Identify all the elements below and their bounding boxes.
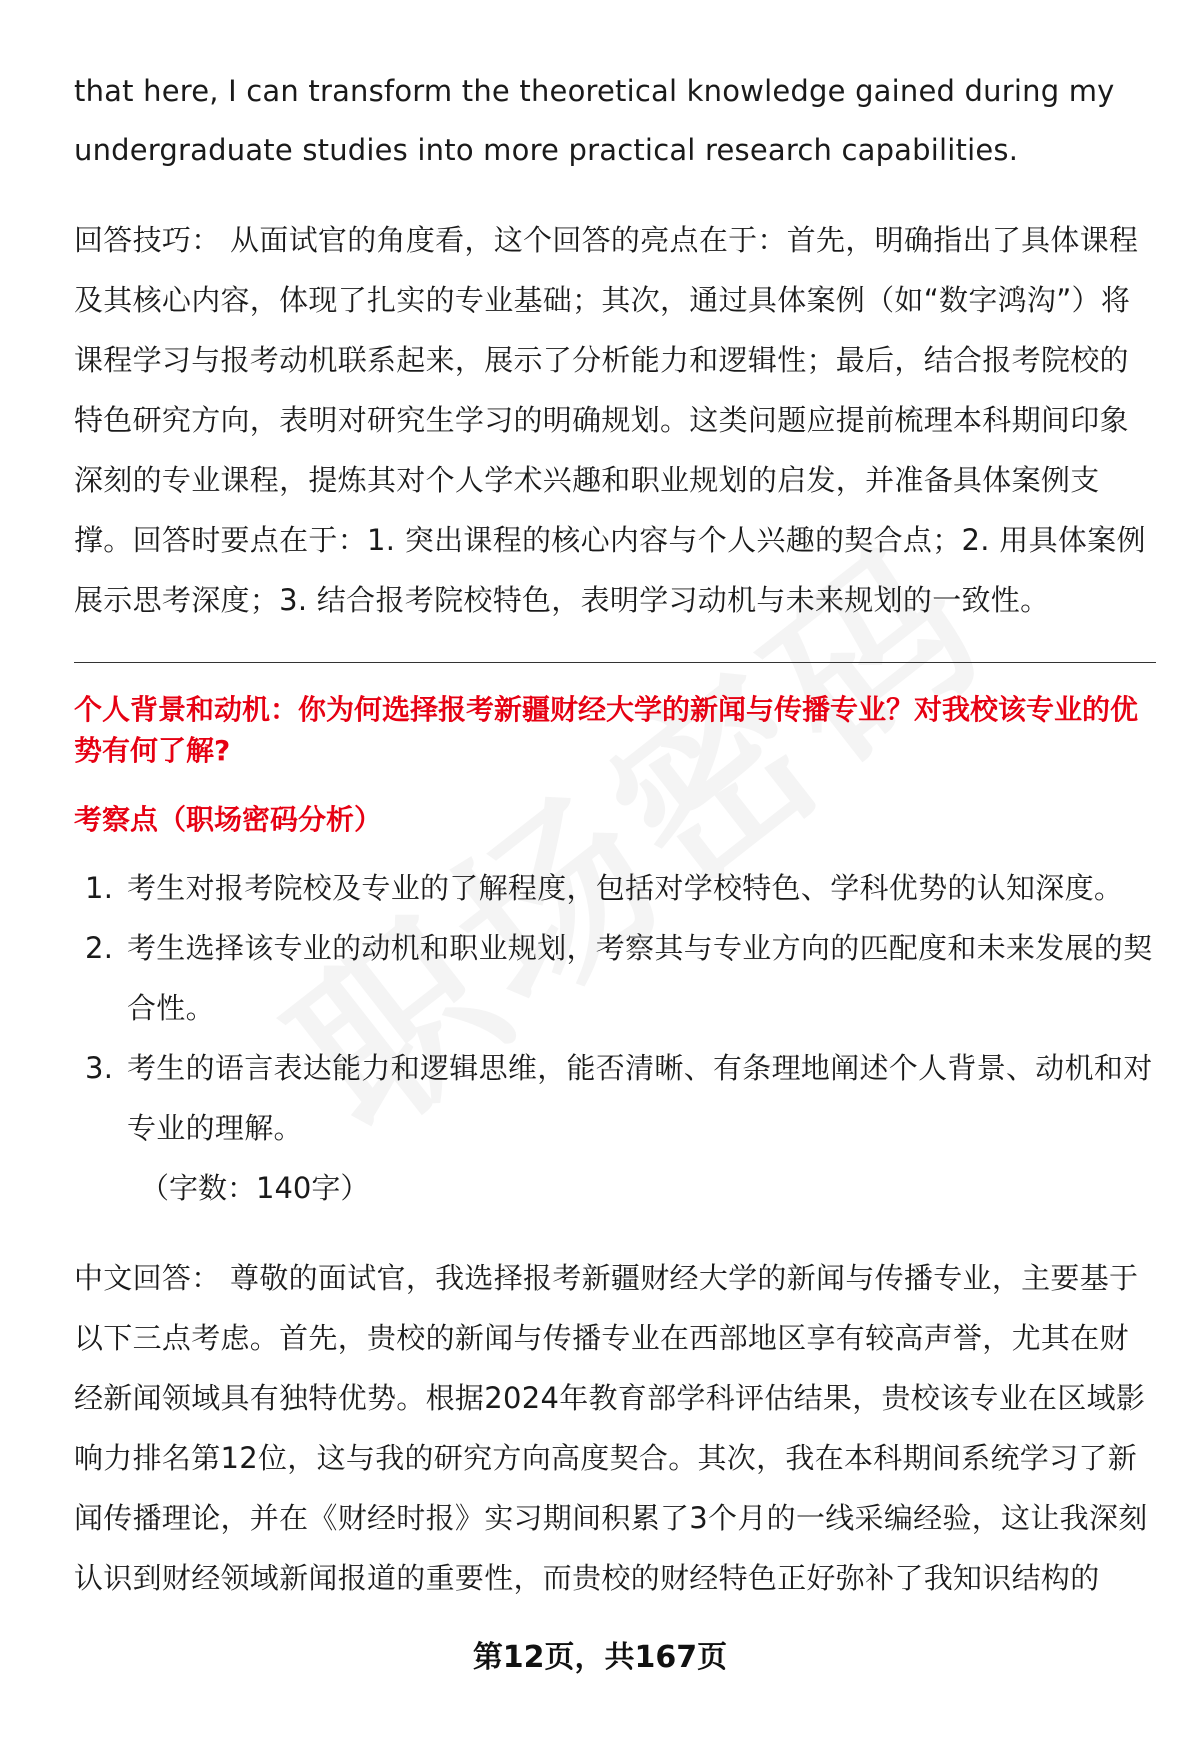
answer-tips: 回答技巧： 从面试官的角度看，这个回答的亮点在于：首先，明确指出了具体课程及其核心内容，体现了扎实的专业基础；其次，通过具体案例（如“数字鸿沟”）将课程学习与报考动机联系起来，展示了分析能力和逻辑性；最后，结合报考院校的特色研究方向，表明对研究生学习的明确规划。这类问题应提前梳理本科期间印象深刻的专业课程，提炼其对个人学术兴趣和职业规划的启发，并准备具体案例支撑。回答时要点在于：1. 突出课程的核心内容与个人兴趣的契合点；2. 用具体案例展示思考深度；3. 结合报考院校特色，表明学习动机与未来规划的一致性。 [74,223,1146,617]
list-item-text: 考生的语言表达能力和逻辑思维，能否清晰、有条理地阐述个人背景、动机和对专业的理解。 [127,1051,1153,1145]
list-item [74,1038,1156,1158]
word-count: （字数：140字） [140,1171,370,1205]
list-item-number: 3. [85,1051,114,1085]
assessment-list [74,858,1156,1158]
list-item-text: 考生对报考院校及专业的了解程度，包括对学校特色、学科优势的认知深度。 [127,871,1124,905]
english-answer-tail: that here, I can transform the theoretical knowledge gained during my undergraduate studies into more practical research capabilities. [74,74,1115,167]
list-item [74,858,1156,918]
question-heading: 个人背景和动机：你为何选择报考新疆财经大学的新闻与传播专业？对我校该专业的优势有何了解? [74,693,1139,767]
chinese-answer: 中文回答： 尊敬的面试官，我选择报考新疆财经大学的新闻与传播专业，主要基于以下三点考虑。首先，贵校的新闻与传播专业在西部地区享有较高声誉，尤其在财经新闻领域具有独特优势。根据2024年教育部学科评估结果，贵校该专业在区域影响力排名第12位，这与我的研究方向高度契合。其次，我在本科期间系统学习了新闻传播理论，并在《财经时报》实习期间积累了3个月的一线采编经验，这让我深刻认识到财经领域新闻报道的重要性，而贵校的财经特色正好弥补了我知识结构的 [74,1261,1148,1595]
page-content [74,62,1156,1608]
list-item-number: 1. [85,871,114,905]
page-number: 第12页，共167页 [472,1640,728,1675]
assessment-heading: 考察点（职场密码分析） [74,803,383,836]
list-item [74,918,1156,1038]
list-item-number: 2. [85,931,114,965]
list-item-text: 考生选择该专业的动机和职业规划，考察其与专业方向的匹配度和未来发展的契合性。 [127,931,1153,1025]
section-divider [74,662,1156,663]
